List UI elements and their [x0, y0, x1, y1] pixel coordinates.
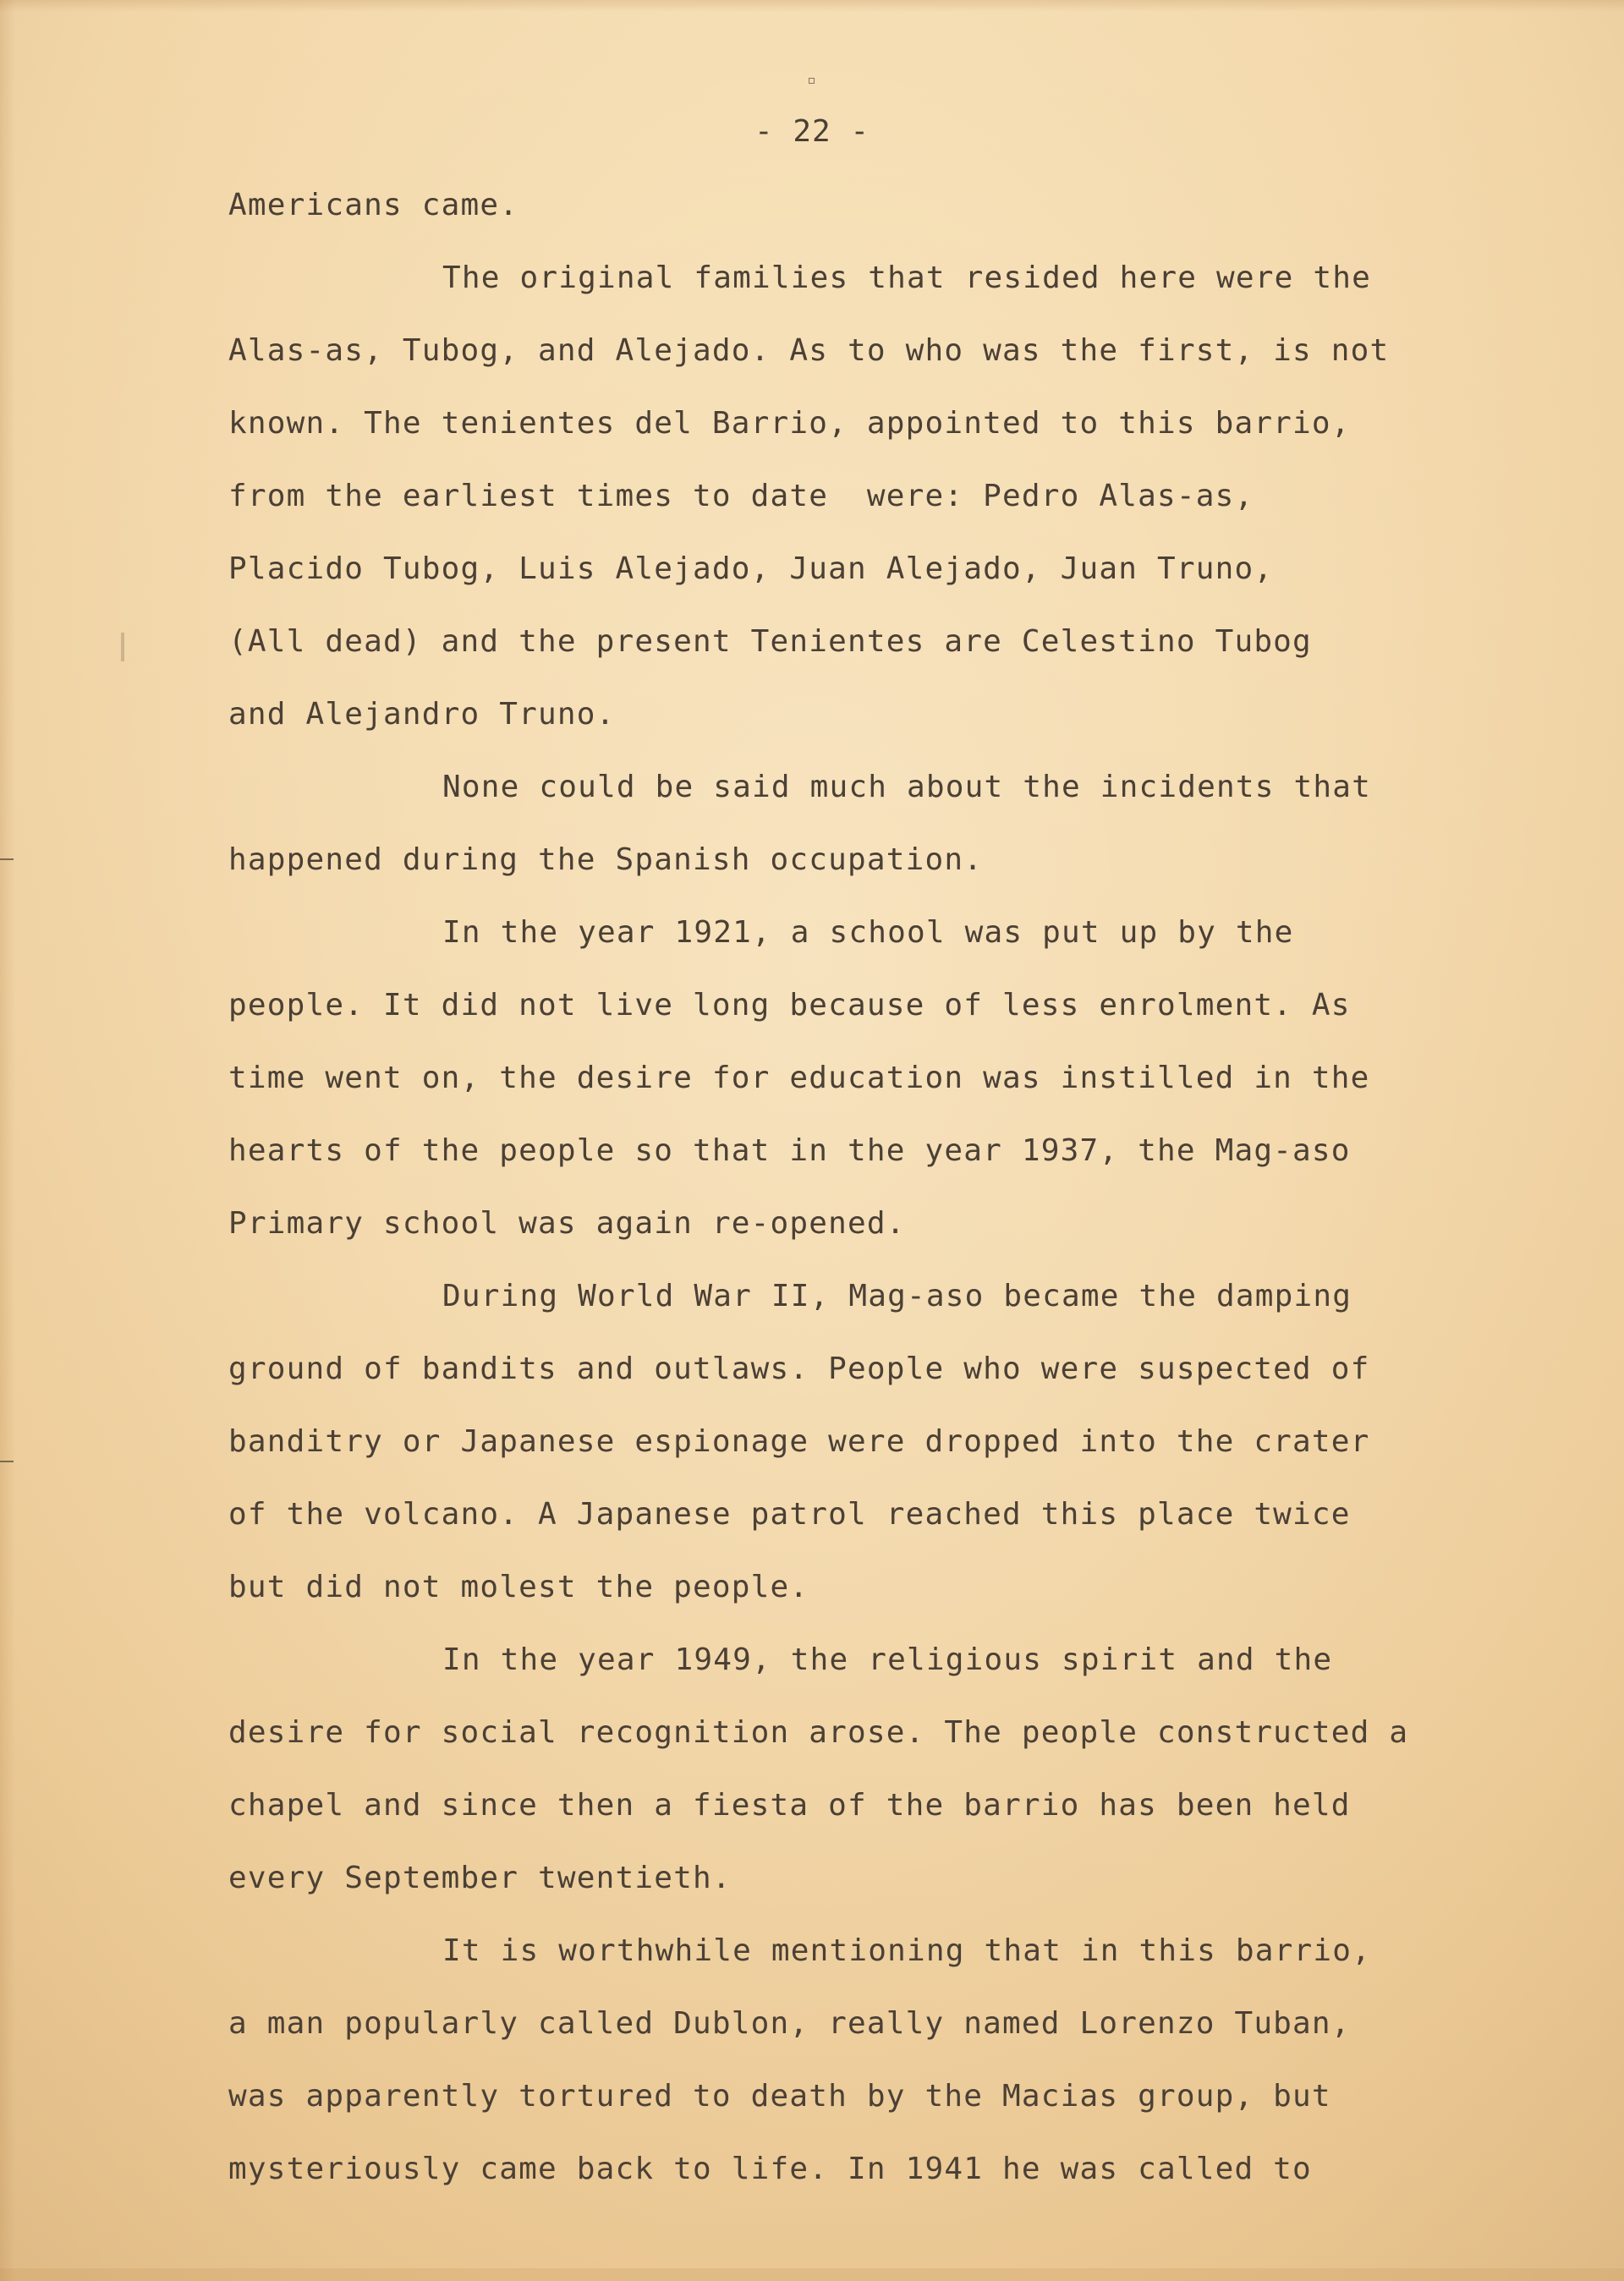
- text-line-19: of the volcano. A Japanese patrol reached this place twice: [228, 1497, 1351, 1532]
- text-line-1: Americans came.: [228, 188, 519, 222]
- text-line-17: ground of bandits and outlaws. People who were suspected of: [228, 1352, 1370, 1386]
- text-line-14: hearts of the people so that in the year 1937, the Mag-aso: [228, 1133, 1351, 1168]
- bottom-scan-strip: [0, 2268, 1624, 2281]
- text-line-6: Placido Tubog, Luis Alejado, Juan Alejado, Juan Truno,: [228, 551, 1274, 586]
- text-line-10: happened during the Spanish occupation.: [228, 842, 984, 877]
- text-line-15: Primary school was again re-opened.: [228, 1206, 906, 1241]
- text-line-23: chapel and since then a fiesta of the barrio has been held: [228, 1788, 1351, 1823]
- text-line-26: a man popularly called Dublon, really named Lorenzo Tuban,: [228, 2006, 1351, 2041]
- text-line-3: Alas-as, Tubog, and Alejado. As to who was the first, is not: [228, 333, 1390, 368]
- text-line-4: known. The tenientes del Barrio, appointed to this barrio,: [228, 406, 1351, 441]
- page-number: - 22 -: [754, 114, 870, 149]
- text-line-12: people. It did not live long because of less enrolment. As: [228, 988, 1351, 1023]
- text-line-22: desire for social recognition arose. The people constructed a: [228, 1715, 1409, 1750]
- left-margin-mark-2: [0, 1461, 14, 1462]
- text-line-7: (All dead) and the present Tenientes are Celestino Tubog: [228, 624, 1312, 659]
- text-line-27: was apparently tortured to death by the Macias group, but: [228, 2079, 1331, 2114]
- text-line-20: but did not molest the people.: [228, 1570, 809, 1604]
- text-line-16: During World War II, Mag-aso became the damping: [442, 1279, 1352, 1313]
- text-line-11: In the year 1921, a school was put up by the: [442, 915, 1294, 950]
- text-line-21: In the year 1949, the religious spirit and the: [442, 1642, 1333, 1677]
- text-line-13: time went on, the desire for education was instilled in the: [228, 1061, 1370, 1095]
- text-line-28: mysteriously came back to life. In 1941 he was called to: [228, 2152, 1312, 2186]
- text-line-25: It is worthwhile mentioning that in this barrio,: [442, 1933, 1371, 1968]
- text-line-5: from the earliest times to date were: Pedro Alas-as,: [228, 479, 1254, 513]
- left-edge-shadow: [0, 0, 15, 2281]
- text-line-9: None could be said much about the incidents that: [442, 770, 1371, 804]
- top-edge-shadow: [0, 0, 1624, 12]
- page-mark: [809, 78, 815, 84]
- text-line-2: The original families that resided here were the: [442, 260, 1371, 295]
- text-line-18: banditry or Japanese espionage were dropped into the crater: [228, 1424, 1370, 1459]
- text-line-8: and Alejandro Truno.: [228, 697, 616, 732]
- left-margin-mark-1: [0, 858, 14, 860]
- text-line-24: every September twentieth.: [228, 1861, 732, 1895]
- left-margin-mark-3: [121, 633, 124, 661]
